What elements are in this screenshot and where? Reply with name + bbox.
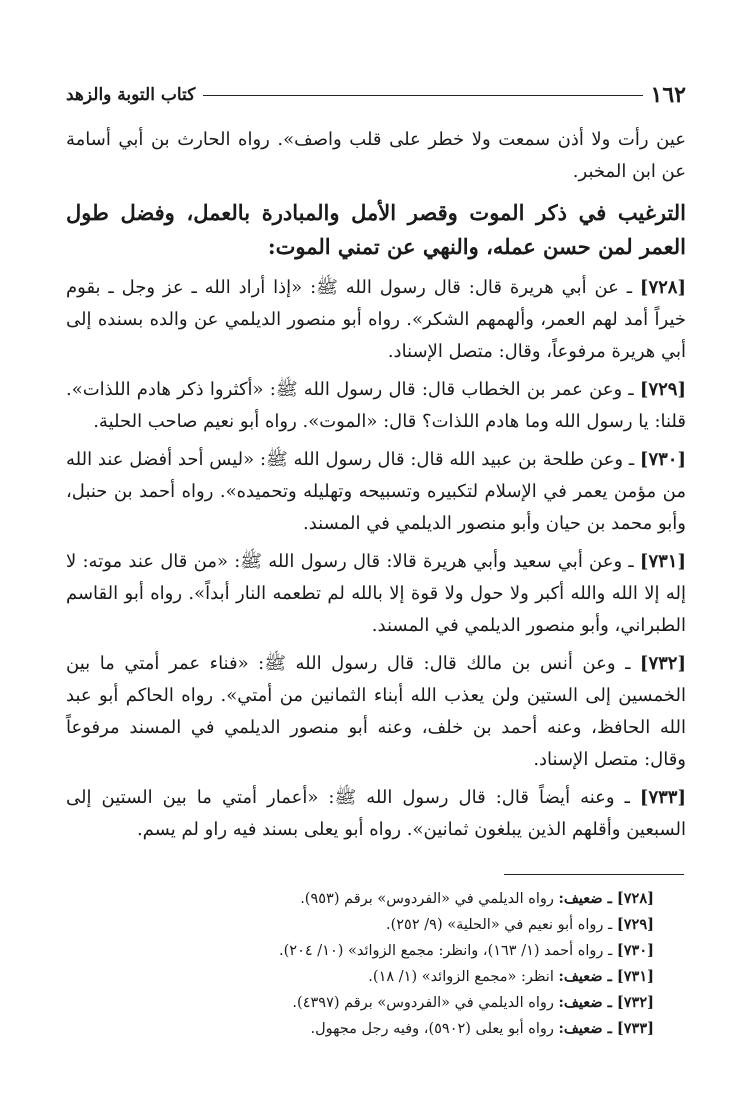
footnote-number: [٧٣١] <box>616 968 654 985</box>
footnote-728 <box>64 886 654 912</box>
footnote-729 <box>64 912 654 938</box>
hadith-number: [٧٣٣] <box>639 787 686 808</box>
footnote-grade: ـ ضعيف: <box>558 1020 617 1037</box>
main-text <box>66 124 686 852</box>
hadith-text: ـ وعن أنس بن مالك قال: قال رسول الله ﷺ: «فناء عمر أمتي ما بين الخمسين إلى الستين ولن يعذب الله أبناء الثمانين من أمتي». رواه الحاكم أبو عبد الله الحافظ، وعنه أحمد بن خلف، وعنه أبو منصور الديلمي في المسند مرفوعاً وقال: متصل الإسناد. <box>66 653 686 770</box>
hadith-number: [٧٢٩] <box>639 379 686 400</box>
hadith-text: ـ وعن عمر بن الخطاب قال: قال رسول الله ﷺ: «أكثروا ذكر هادم اللذات». قلنا: يا رسول الله وما هادم اللذات؟ قال: «الموت». رواه أبو نعيم صاحب الحلية. <box>66 379 686 432</box>
header-rule <box>203 82 642 96</box>
footnote-text: رواه أبو يعلى (٥٩٠٢)، وفيه رجل مجهول. <box>310 1021 559 1037</box>
footnote-grade: ـ ضعيف: <box>558 968 617 985</box>
hadith-732 <box>66 648 686 776</box>
footnote-731 <box>64 964 654 990</box>
hadith-number: [٧٣٢] <box>639 653 686 674</box>
hadith-text: ـ عن أبي هريرة قال: قال رسول الله ﷺ: «إذا أراد الله ـ عز وجل ـ بقوم خيراً أمد لهم العمر، وألهمهم الشكر». رواه أبو منصور الديلمي عن والده بسنده إلى أبي هريرة مرفوعاً، وقال: متصل الإسناد. <box>66 277 686 362</box>
footnote-number: [٧٣٣] <box>616 1020 654 1037</box>
hadith-number: [٧٢٨] <box>639 277 686 298</box>
section-heading: الترغيب في ذكر الموت وقصر الأمل والمبادرة بالعمل، وفضل طول العمر لمن حسن عمله، والنهي عن تمني الموت: <box>66 200 686 259</box>
hadith-728 <box>66 272 686 368</box>
hadith-number: [٧٣١] <box>639 551 686 572</box>
footnote-text: ـ رواه أبو نعيم في «الحلية» (٩/ ٢٥٢). <box>385 917 617 933</box>
footnote-text: ـ رواه أحمد (١/ ١٦٣)، وانظر: مجمع الزوائد» (١٠/ ٢٠٤). <box>279 943 617 959</box>
page-number: ١٦٢ <box>650 82 686 108</box>
hadith-text: ـ وعن طلحة بن عبيد الله قال: قال رسول الله ﷺ: «ليس أحد أفضل عند الله من مؤمن يعمر في الإسلام لتكبيره وتسبيحه وتهليله وتحميده». رواه أحمد بن حنبل، وأبو محمد بن حيان وأبو منصور الديلمي في المسند. <box>66 449 686 534</box>
footnote-grade: ـ ضعيف: <box>558 994 617 1011</box>
footnote-text: رواه الديلمي في «الفردوس» برقم (٤٣٩٧). <box>292 995 559 1011</box>
footnote-number: [٧٣٢] <box>616 994 654 1011</box>
intro-paragraph: عين رأت ولا أذن سمعت ولا خطر على قلب واصف». رواه الحارث بن أبي أسامة عن ابن المخبر. <box>66 129 686 182</box>
footnote-number: [٧٣٠] <box>616 942 654 959</box>
running-header <box>66 82 686 108</box>
hadith-text: ـ وعنه أيضاً قال: قال رسول الله ﷺ: «أعمار أمتي ما بين الستين إلى السبعين وأقلهم الذين يبلغون ثمانين». رواه أبو يعلى بسند فيه راو لم يسم. <box>66 787 686 840</box>
footnote-grade: ـ ضعيف: <box>558 890 617 907</box>
hadith-text: ـ وعن أبي سعيد وأبي هريرة قالا: قال رسول الله ﷺ: «من قال عند موته: لا إله إلا الله والله أكبر ولا حول ولا قوة إلا بالله لم تطعمه النار أبداً». رواه أبو القاسم الطبراني، وأبو منصور الديلمي في المسند. <box>66 551 687 636</box>
footnote-732 <box>64 990 654 1016</box>
footnote-730 <box>64 938 654 964</box>
footnote-number: [٧٢٩] <box>616 916 654 933</box>
footnote-733 <box>64 1016 654 1042</box>
book-title: كتاب التوبة والزهد <box>66 85 196 105</box>
hadith-733 <box>66 782 686 846</box>
hadith-731 <box>66 546 686 642</box>
footnote-text: رواه الديلمي في «الفردوس» برقم (٩٥٣). <box>300 891 559 907</box>
hadith-729 <box>66 374 686 438</box>
footnotes <box>64 886 654 1042</box>
footnote-divider <box>504 874 684 875</box>
footnote-text: انظر: «مجمع الزوائد» (١/ ١٨). <box>368 969 559 985</box>
hadith-number: [٧٣٠] <box>639 449 686 470</box>
hadith-730 <box>66 444 686 540</box>
footnote-number: [٧٢٨] <box>616 890 654 907</box>
